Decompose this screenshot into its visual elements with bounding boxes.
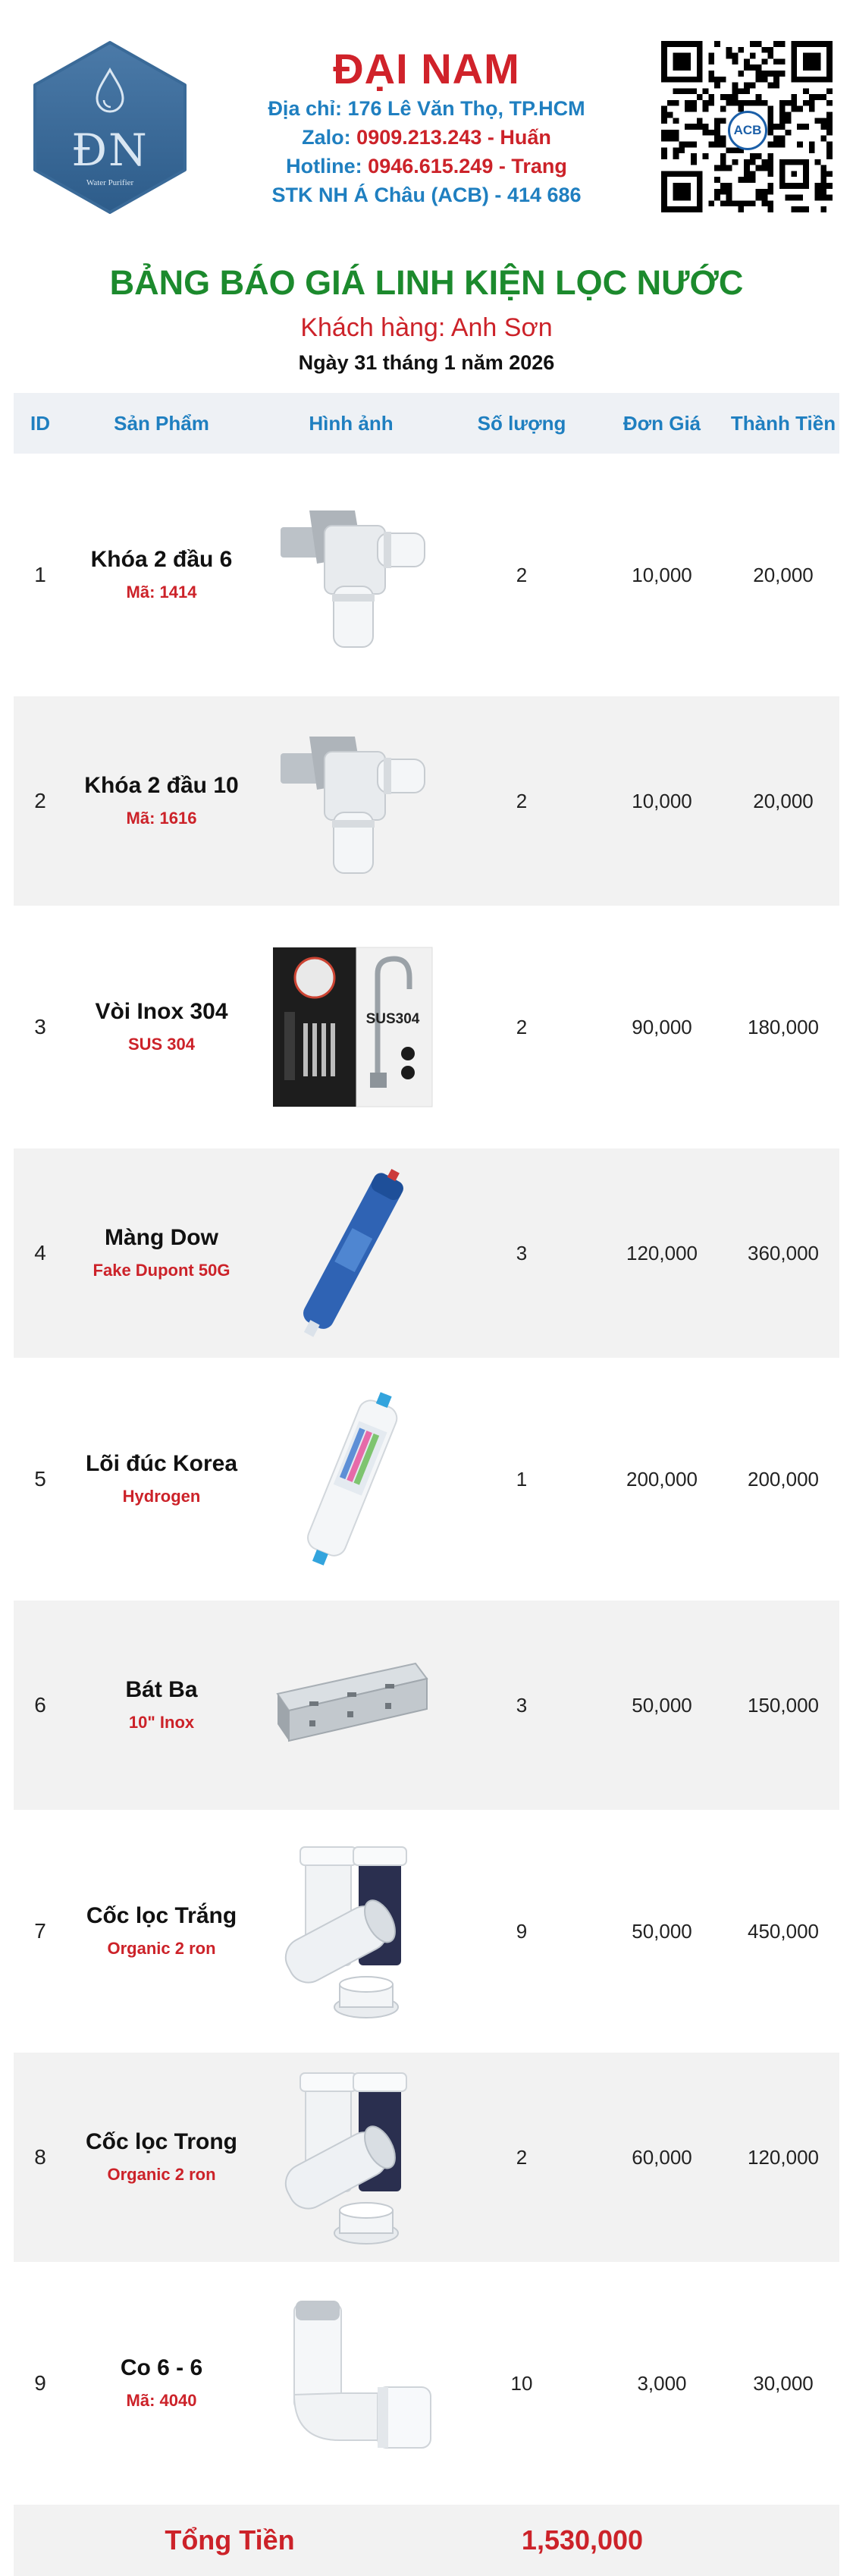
product-cell xyxy=(67,1148,256,1358)
logo-initials: ĐN xyxy=(71,124,149,176)
product-image-cell xyxy=(256,696,446,906)
product-info xyxy=(86,2127,237,2188)
quantity-value: 3 xyxy=(516,1241,528,1264)
unit-price-value: 3,000 xyxy=(637,2371,687,2395)
product-cell xyxy=(67,2053,256,2262)
product-image-cell xyxy=(256,1374,446,1584)
table-row xyxy=(14,696,839,906)
line-total-value: 180,000 xyxy=(748,1015,819,1038)
unit-price-value: 60,000 xyxy=(632,2145,692,2169)
product-name: Bát Ba xyxy=(125,1677,198,1702)
product-cell xyxy=(67,922,256,1132)
product-cell xyxy=(67,696,256,906)
line-total-value: 20,000 xyxy=(753,789,814,812)
product-image-cell xyxy=(256,1827,446,2036)
table-header xyxy=(14,393,839,454)
table-row xyxy=(14,922,839,1132)
product-code: 10" Inox xyxy=(128,1713,195,1732)
product-image-cell xyxy=(256,1601,446,1810)
customer-name: Khách hàng: Anh Sơn xyxy=(300,313,553,342)
product-cell xyxy=(67,470,256,680)
column-header-product: Sản Phẩm xyxy=(114,412,209,435)
product-image-cell xyxy=(256,922,446,1132)
row-id: 2 xyxy=(34,789,46,812)
quote-date: Ngày 31 tháng 1 năm 2026 xyxy=(298,351,555,374)
product-info xyxy=(125,1675,197,1736)
bank-line xyxy=(220,181,633,209)
zalo-line xyxy=(220,123,633,152)
product-info xyxy=(93,1223,230,1283)
column-header-quantity: Số lượng xyxy=(477,412,566,435)
two-way-valve-icon xyxy=(264,706,438,896)
row-id: 8 xyxy=(34,2145,46,2169)
quantity-value: 2 xyxy=(516,1015,528,1038)
product-image-cell xyxy=(256,2279,446,2488)
product-info xyxy=(91,545,233,605)
table-row xyxy=(14,1601,839,1810)
price-table xyxy=(14,393,839,2576)
row-id: 7 xyxy=(34,1919,46,1943)
product-name: Co 6 - 6 xyxy=(120,2355,203,2380)
quantity-value: 3 xyxy=(516,1693,528,1717)
hotline-value: 0946.615.249 - Trang xyxy=(368,155,567,177)
table-row xyxy=(14,2053,839,2262)
table-row xyxy=(14,1827,839,2036)
total-value: 1,530,000 xyxy=(521,2524,644,2556)
line-total-value: 20,000 xyxy=(753,563,814,586)
column-header-id: ID xyxy=(30,412,50,435)
quantity-value: 10 xyxy=(510,2371,533,2395)
company-logo xyxy=(30,39,190,215)
unit-price-value: 10,000 xyxy=(632,563,692,586)
row-id: 5 xyxy=(34,1467,46,1491)
product-code: Hydrogen xyxy=(122,1487,201,1506)
product-cell xyxy=(67,1827,256,2036)
two-way-valve-icon xyxy=(264,480,438,670)
product-name: Khóa 2 đầu 10 xyxy=(84,773,239,798)
quantity-value: 2 xyxy=(516,2145,528,2169)
quote-header xyxy=(0,0,853,228)
stainless-faucet-icon xyxy=(264,932,438,1122)
product-name: Cốc lọc Trong xyxy=(85,2129,237,2154)
hotline-line xyxy=(220,152,633,181)
elbow-fitting-icon xyxy=(264,2289,438,2478)
line-total-value: 150,000 xyxy=(748,1693,819,1717)
total-label: Tổng Tiền xyxy=(165,2524,295,2556)
product-name: Vòi Inox 304 xyxy=(95,999,228,1024)
row-id: 4 xyxy=(34,1241,46,1264)
filter-housing-icon xyxy=(264,1836,438,2026)
quantity-value: 2 xyxy=(516,563,528,586)
row-id: 6 xyxy=(34,1693,46,1717)
column-header-image: Hình ảnh xyxy=(309,412,394,435)
line-total-value: 200,000 xyxy=(748,1467,819,1491)
line-total-value: 450,000 xyxy=(748,1919,819,1943)
filter-housing-icon xyxy=(264,2062,438,2252)
product-image-cell xyxy=(256,470,446,680)
product-info xyxy=(86,1449,237,1509)
unit-price-value: 200,000 xyxy=(626,1467,698,1491)
acb-badge: ACB xyxy=(728,111,767,150)
company-name: ĐẠI NAM xyxy=(333,45,520,93)
product-info xyxy=(86,1901,237,1962)
payment-qr-code xyxy=(661,41,833,212)
product-info xyxy=(84,771,238,831)
row-id: 1 xyxy=(34,563,46,586)
quantity-value: 9 xyxy=(516,1919,528,1943)
quote-title: BẢNG BÁO GIÁ LINH KIỆN LỌC NƯỚC xyxy=(109,263,744,302)
product-info xyxy=(121,2353,202,2414)
product-cell xyxy=(67,2279,256,2488)
product-code: Fake Dupont 50G xyxy=(93,1261,230,1280)
table-row xyxy=(14,1374,839,1584)
address-value: 176 Lê Văn Thọ, TP.HCM xyxy=(347,97,585,120)
total-row xyxy=(14,2505,839,2576)
quantity-value: 1 xyxy=(516,1467,528,1491)
company-info xyxy=(220,44,633,209)
hotline-label: Hotline: xyxy=(286,155,362,177)
bank-account: 414 686 xyxy=(506,184,582,206)
logo-tagline: Water Purifier xyxy=(86,178,134,187)
product-code: Mã: 4040 xyxy=(126,2391,197,2410)
unit-price-value: 50,000 xyxy=(632,1919,692,1943)
product-code: Mã: 1616 xyxy=(126,809,197,828)
line-total-value: 360,000 xyxy=(748,1241,819,1264)
product-code: Organic 2 ron xyxy=(107,1939,216,1958)
quantity-value: 2 xyxy=(516,789,528,812)
zalo-label: Zalo: xyxy=(302,126,351,149)
product-cell xyxy=(67,1601,256,1810)
table-body xyxy=(14,470,839,2488)
product-name: Lõi đúc Korea xyxy=(85,1451,238,1476)
address-label: Địa chỉ: xyxy=(268,97,342,120)
product-image-label: SUS304 xyxy=(365,1011,420,1027)
address-line xyxy=(220,94,633,123)
line-total-value: 120,000 xyxy=(748,2145,819,2169)
table-row xyxy=(14,470,839,680)
product-code: Organic 2 ron xyxy=(107,2165,216,2184)
product-name: Màng Dow xyxy=(104,1225,218,1250)
column-header-total: Thành Tiền xyxy=(730,412,836,435)
product-name: Khóa 2 đầu 6 xyxy=(90,547,233,572)
product-code: SUS 304 xyxy=(127,1035,196,1054)
ro-membrane-icon xyxy=(264,1158,438,1348)
unit-price-value: 50,000 xyxy=(632,1693,692,1717)
product-info xyxy=(95,997,227,1057)
unit-price-value: 90,000 xyxy=(632,1015,692,1038)
product-code: Mã: 1414 xyxy=(126,583,197,602)
filter-cartridge-icon xyxy=(264,1384,438,1574)
unit-price-value: 10,000 xyxy=(632,789,692,812)
bank-label: STK NH Á Châu (ACB) - xyxy=(271,184,502,206)
product-image-cell xyxy=(256,1148,446,1358)
table-row xyxy=(14,1148,839,1358)
table-row xyxy=(14,2279,839,2488)
product-image-cell xyxy=(256,2053,446,2262)
product-cell xyxy=(67,1374,256,1584)
column-header-unit-price: Đơn Giá xyxy=(623,412,701,435)
unit-price-value: 120,000 xyxy=(626,1241,698,1264)
steel-bracket-icon xyxy=(264,1610,438,1800)
line-total-value: 30,000 xyxy=(753,2371,814,2395)
row-id: 9 xyxy=(34,2371,46,2395)
row-id: 3 xyxy=(34,1015,46,1038)
zalo-value: 0909.213.243 - Huấn xyxy=(356,126,551,149)
product-name: Cốc lọc Trắng xyxy=(86,1903,237,1928)
